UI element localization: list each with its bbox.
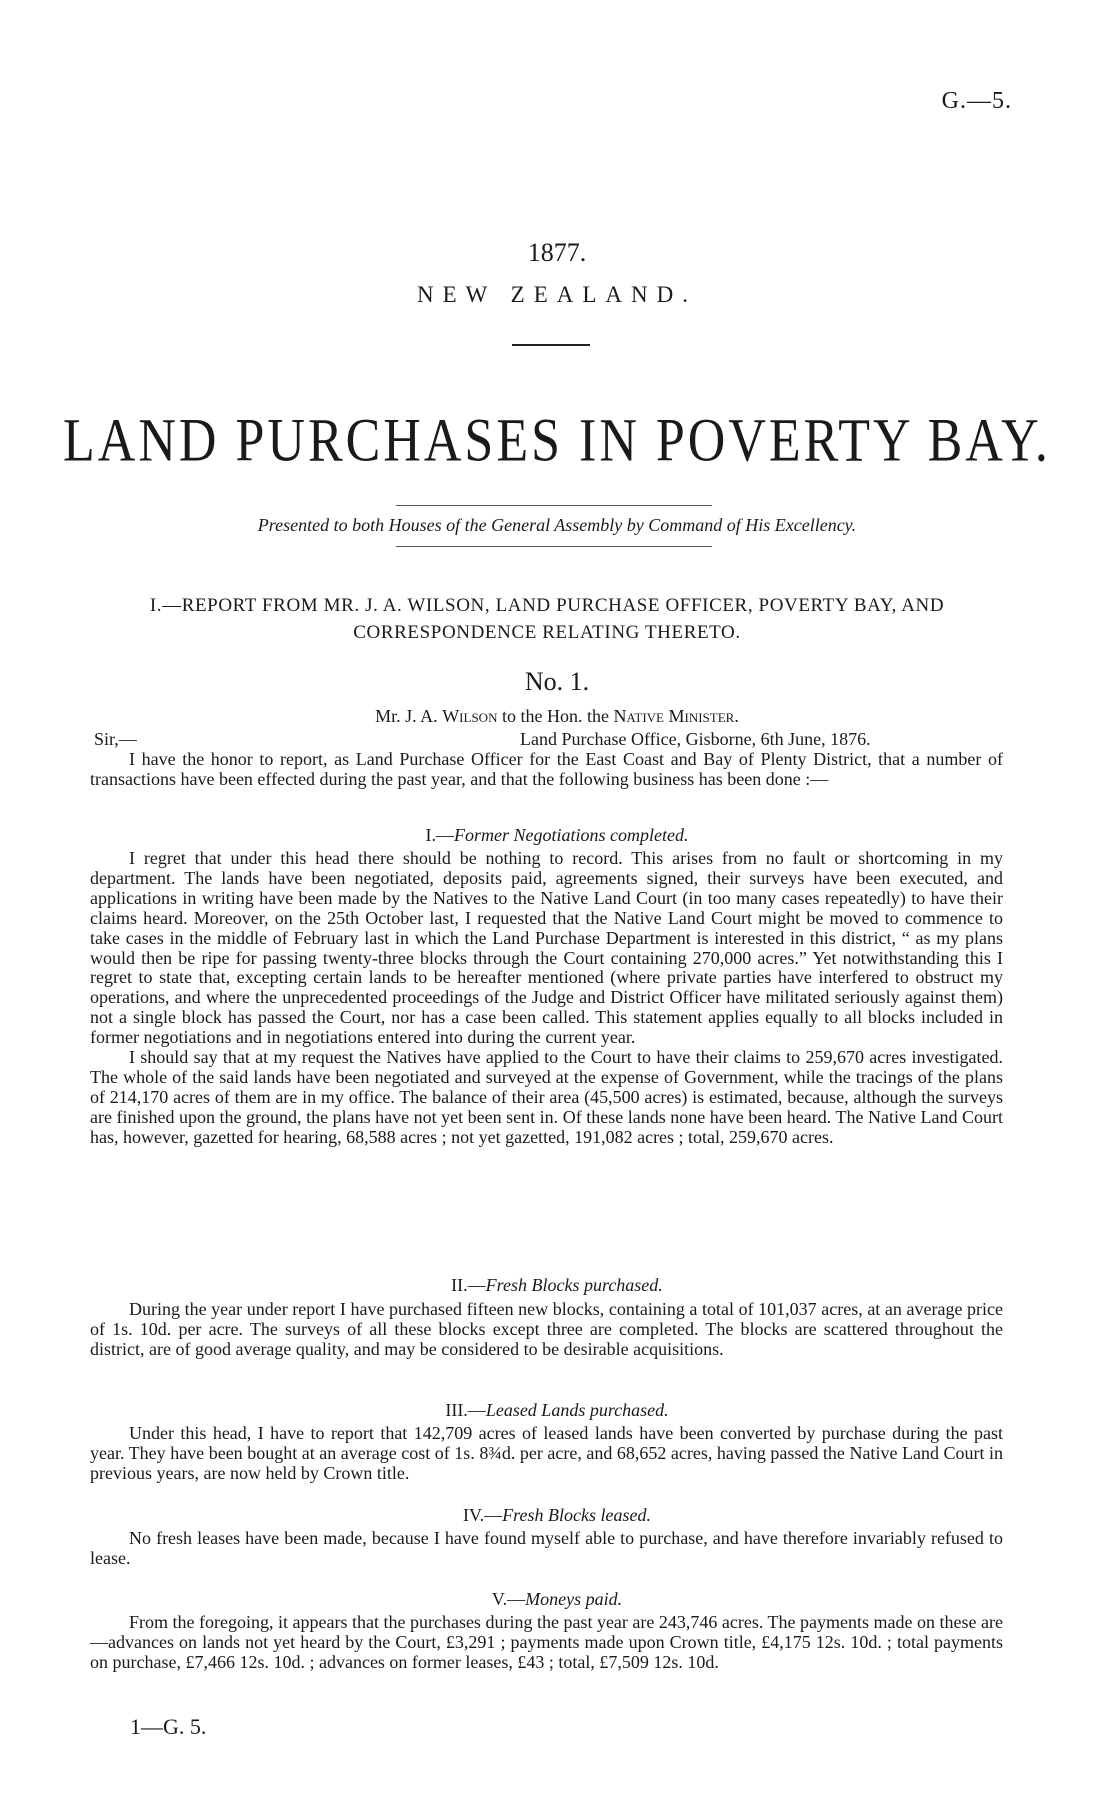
letter-number: No. 1.: [524, 667, 590, 696]
rule-below-presented: [396, 546, 712, 547]
intro-paragraph-block: [90, 750, 1003, 790]
section-4-paragraph-1: No fresh leases have been made, because I have found myself able to purchase, and have therefore invariably refused to lease.: [90, 1528, 1003, 1568]
section-5-body: [90, 1613, 1003, 1673]
document-reference: G.—5.: [941, 88, 1012, 114]
section-1-heading: I.—Former Negotiations completed.: [425, 825, 689, 845]
section-3-body: [90, 1424, 1003, 1484]
letter-from-line: Mr. J. A. Wilson to the Hon. the Native Minister.: [375, 706, 739, 726]
salutation: Sir,—: [94, 729, 137, 749]
section-5-heading: V.—Moneys paid.: [491, 1589, 623, 1609]
report-heading: I.—REPORT FROM MR. J. A. WILSON, LAND PURCHASE OFFICER, POVERTY BAY, AND CORRESPONDENCE RELATING THERETO.: [149, 595, 945, 643]
section-4-body: [90, 1529, 1003, 1569]
presented-line: Presented to both Houses of the General Assembly by Command of His Excellency.: [257, 515, 857, 535]
title-divider: [512, 344, 590, 346]
intro-paragraph: I have the honor to report, as Land Purchase Officer for the East Coast and Bay of Plenty District, that a number of transactions have been effected during the past year, and that the following business has been done :—: [90, 749, 1003, 789]
rule-above-presented: [396, 505, 712, 506]
section-2-paragraph-1: During the year under report I have purchased fifteen new blocks, containing a total of 101,037 acres, at an average price of 1s. 10d. per acre. The surveys of all these blocks except three are completed. The blocks are scattered throughout the district, are of good average quality, and may be considered to be desirable acquisitions.: [90, 1299, 1003, 1359]
page-title: LAND PURCHASES IN POVERTY BAY.: [63, 407, 1051, 475]
page-footer: 1—G. 5.: [130, 1714, 207, 1739]
year-heading: 1877.: [527, 238, 587, 267]
section-1-body: [90, 849, 1003, 1148]
section-2-heading: II.—Fresh Blocks purchased.: [451, 1275, 663, 1295]
section-3-paragraph-1: Under this head, I have to report that 142,709 acres of leased lands have been converted by purchase during the past year. They have been bought at an average cost of 1s. 8¾d. per acre, and 68,652 acres, having passed the Native Land Court in previous years, are now held by Crown title.: [90, 1423, 1003, 1483]
section-1-paragraph-2: I should say that at my request the Natives have applied to the Court to have their claims to 259,670 acres investigated. The whole of the said lands have been negotiated and surveyed at the expense of Government, while the tracings of the plans of 214,170 acres of them are in my office. The balance of their area (45,500 acres) is estimated, because, although the surveys are finished upon the ground, the plans have not yet been sent in. Of these lands none have been heard. The Native Land Court has, however, gazetted for hearing, 68,588 acres ; not yet gazetted, 191,082 acres ; total, 259,670 acres.: [90, 1047, 1003, 1147]
section-5-paragraph-1: From the foregoing, it appears that the purchases during the past year are 243,746 acres. The payments made on these are—advances on lands not yet heard by the Court, £3,291 ; payments made upon Crown title, £4,175 12s. 10d. ; total payments on purchase, £7,466 12s. 10d. ; advances on former leases, £43 ; total, £7,509 12s. 10d.: [90, 1612, 1003, 1672]
section-1-paragraph-1: I regret that under this head there should be nothing to record. This arises from no fault or shortcoming in my department. The lands have been negotiated, deposits paid, agreements signed, their surveys have been executed, and applications in writing have been made by the Natives to the Native Land Court (in too many cases repeatedly) to have their claims heard. Moreover, on the 25th October last, I requested that the Native Land Court might be moved to commence to take cases in the middle of February last in which the Land Purchase Department is interested in this district, “ as my plans would then be ripe for passing twenty-three blocks through the Court containing 270,000 acres.” Yet notwithstanding this I regret to state that, excepting certain lands to be hereafter mentioned (where private parties have interfered to obstruct my operations, and where the unprecedented proceedings of the Judge and District Officer have militated seriously against them) not a single block has passed the Court, nor has a case been called. This statement applies equally to all blocks included in former negotiations and in negotiations entered into during the current year.: [90, 848, 1003, 1048]
country-heading: NEW ZEALAND.: [416, 282, 698, 307]
dateline: Land Purchase Office, Gisborne, 6th June, 1876.: [520, 729, 871, 749]
section-2-body: [90, 1300, 1003, 1360]
section-3-heading: III.—Leased Lands purchased.: [445, 1400, 669, 1420]
section-4-heading: IV.—Fresh Blocks leased.: [463, 1505, 651, 1525]
